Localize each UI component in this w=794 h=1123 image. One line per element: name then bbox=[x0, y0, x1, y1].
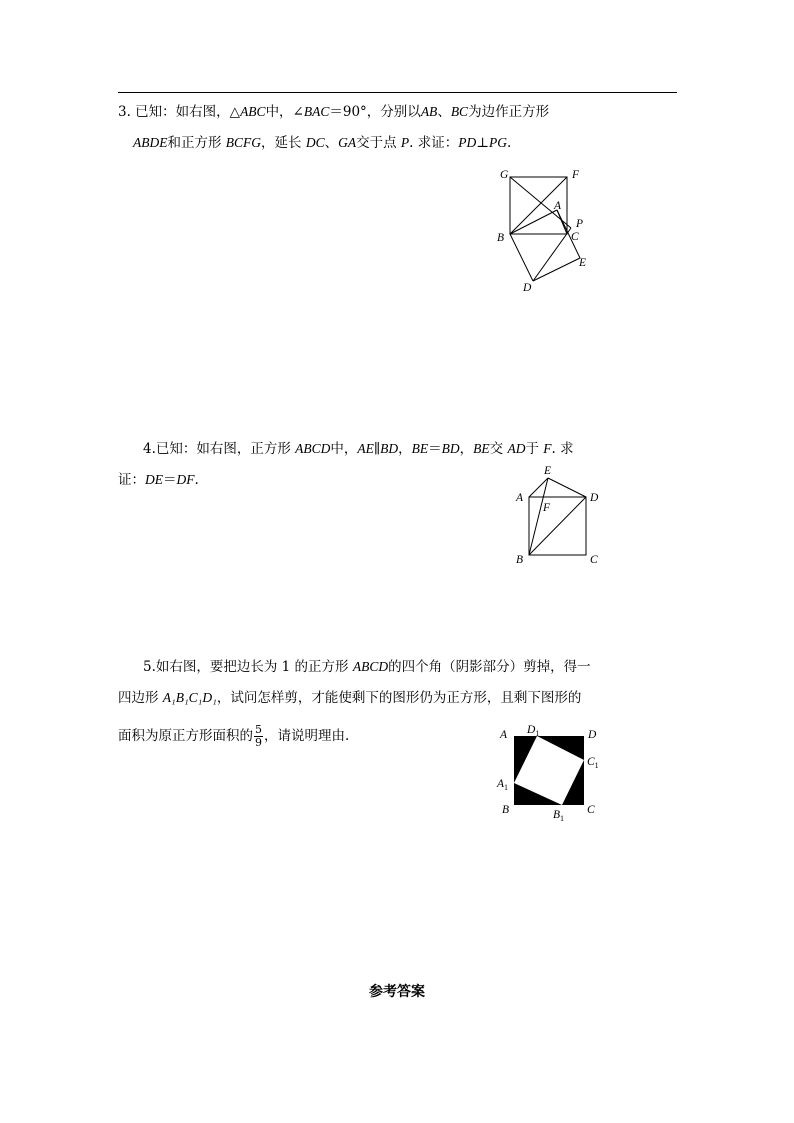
q5-label-d1: $D_1$ bbox=[527, 724, 540, 738]
q4-line1: 4.已知：如右图，正方形 ABCD中，AE∥BD，BE＝BD，BE交 AD于 F. 求 bbox=[143, 441, 574, 457]
fraction-five-ninths: $\frac{5}{9}$ bbox=[255, 723, 262, 749]
q5-label-d: D bbox=[588, 729, 597, 741]
q5-label-c1: $C_1$ bbox=[587, 756, 599, 770]
q3-label-a: A bbox=[554, 200, 562, 212]
q3-label-g: G bbox=[500, 169, 509, 181]
q5-label-a: A bbox=[500, 729, 508, 741]
q4-line2: 证：DE＝DF. bbox=[118, 472, 199, 488]
q5-label-b1: $B_1$ bbox=[553, 809, 565, 823]
q5-line2: 四边形 A₁B₁C₁D₁，试问怎样剪，才能使剩下的图形仍为正方形，且剩下图形的 bbox=[118, 690, 582, 706]
q4-label-e: E bbox=[544, 465, 552, 477]
answer-section-title: 参考答案 bbox=[369, 984, 425, 1000]
header-rule bbox=[118, 92, 677, 93]
q4-label-b: B bbox=[516, 554, 524, 566]
q3-label-c: C bbox=[571, 231, 579, 243]
q3-label-b: B bbox=[497, 232, 505, 244]
q3-figure bbox=[490, 165, 600, 295]
q5-line1: 5.如右图，要把边长为 1 的正方形 ABCD的四个角（阴影部分）剪掉，得一 bbox=[143, 659, 591, 675]
q5-label-c: C bbox=[587, 804, 595, 816]
q4-figure bbox=[510, 460, 605, 570]
q5-label-a1: $A_1$ bbox=[497, 778, 509, 792]
q3-label-d: D bbox=[523, 282, 532, 294]
q4-label-d: D bbox=[590, 492, 599, 504]
q3-label-p: P bbox=[576, 218, 584, 230]
q5-label-b: B bbox=[502, 804, 510, 816]
q5-line3: 面积为原正方形面积的 $\frac{5}{9}$ ，请说明理由. bbox=[118, 723, 350, 749]
q4-label-f: F bbox=[543, 502, 551, 514]
q3-line1: 3. 已知：如右图，△ABC中，∠BAC＝90°，分别以AB、BC为边作正方形 bbox=[118, 104, 550, 120]
q3-line2: ABDE和正方形 BCFG，延长 DC、GA交于点 P. 求证：PD⊥PG. bbox=[133, 135, 512, 151]
q4-label-c: C bbox=[590, 554, 598, 566]
q3-label-f: F bbox=[572, 169, 580, 181]
q3-label-e: E bbox=[579, 257, 587, 269]
q5-figure bbox=[495, 722, 605, 827]
q4-label-a: A bbox=[516, 492, 524, 504]
